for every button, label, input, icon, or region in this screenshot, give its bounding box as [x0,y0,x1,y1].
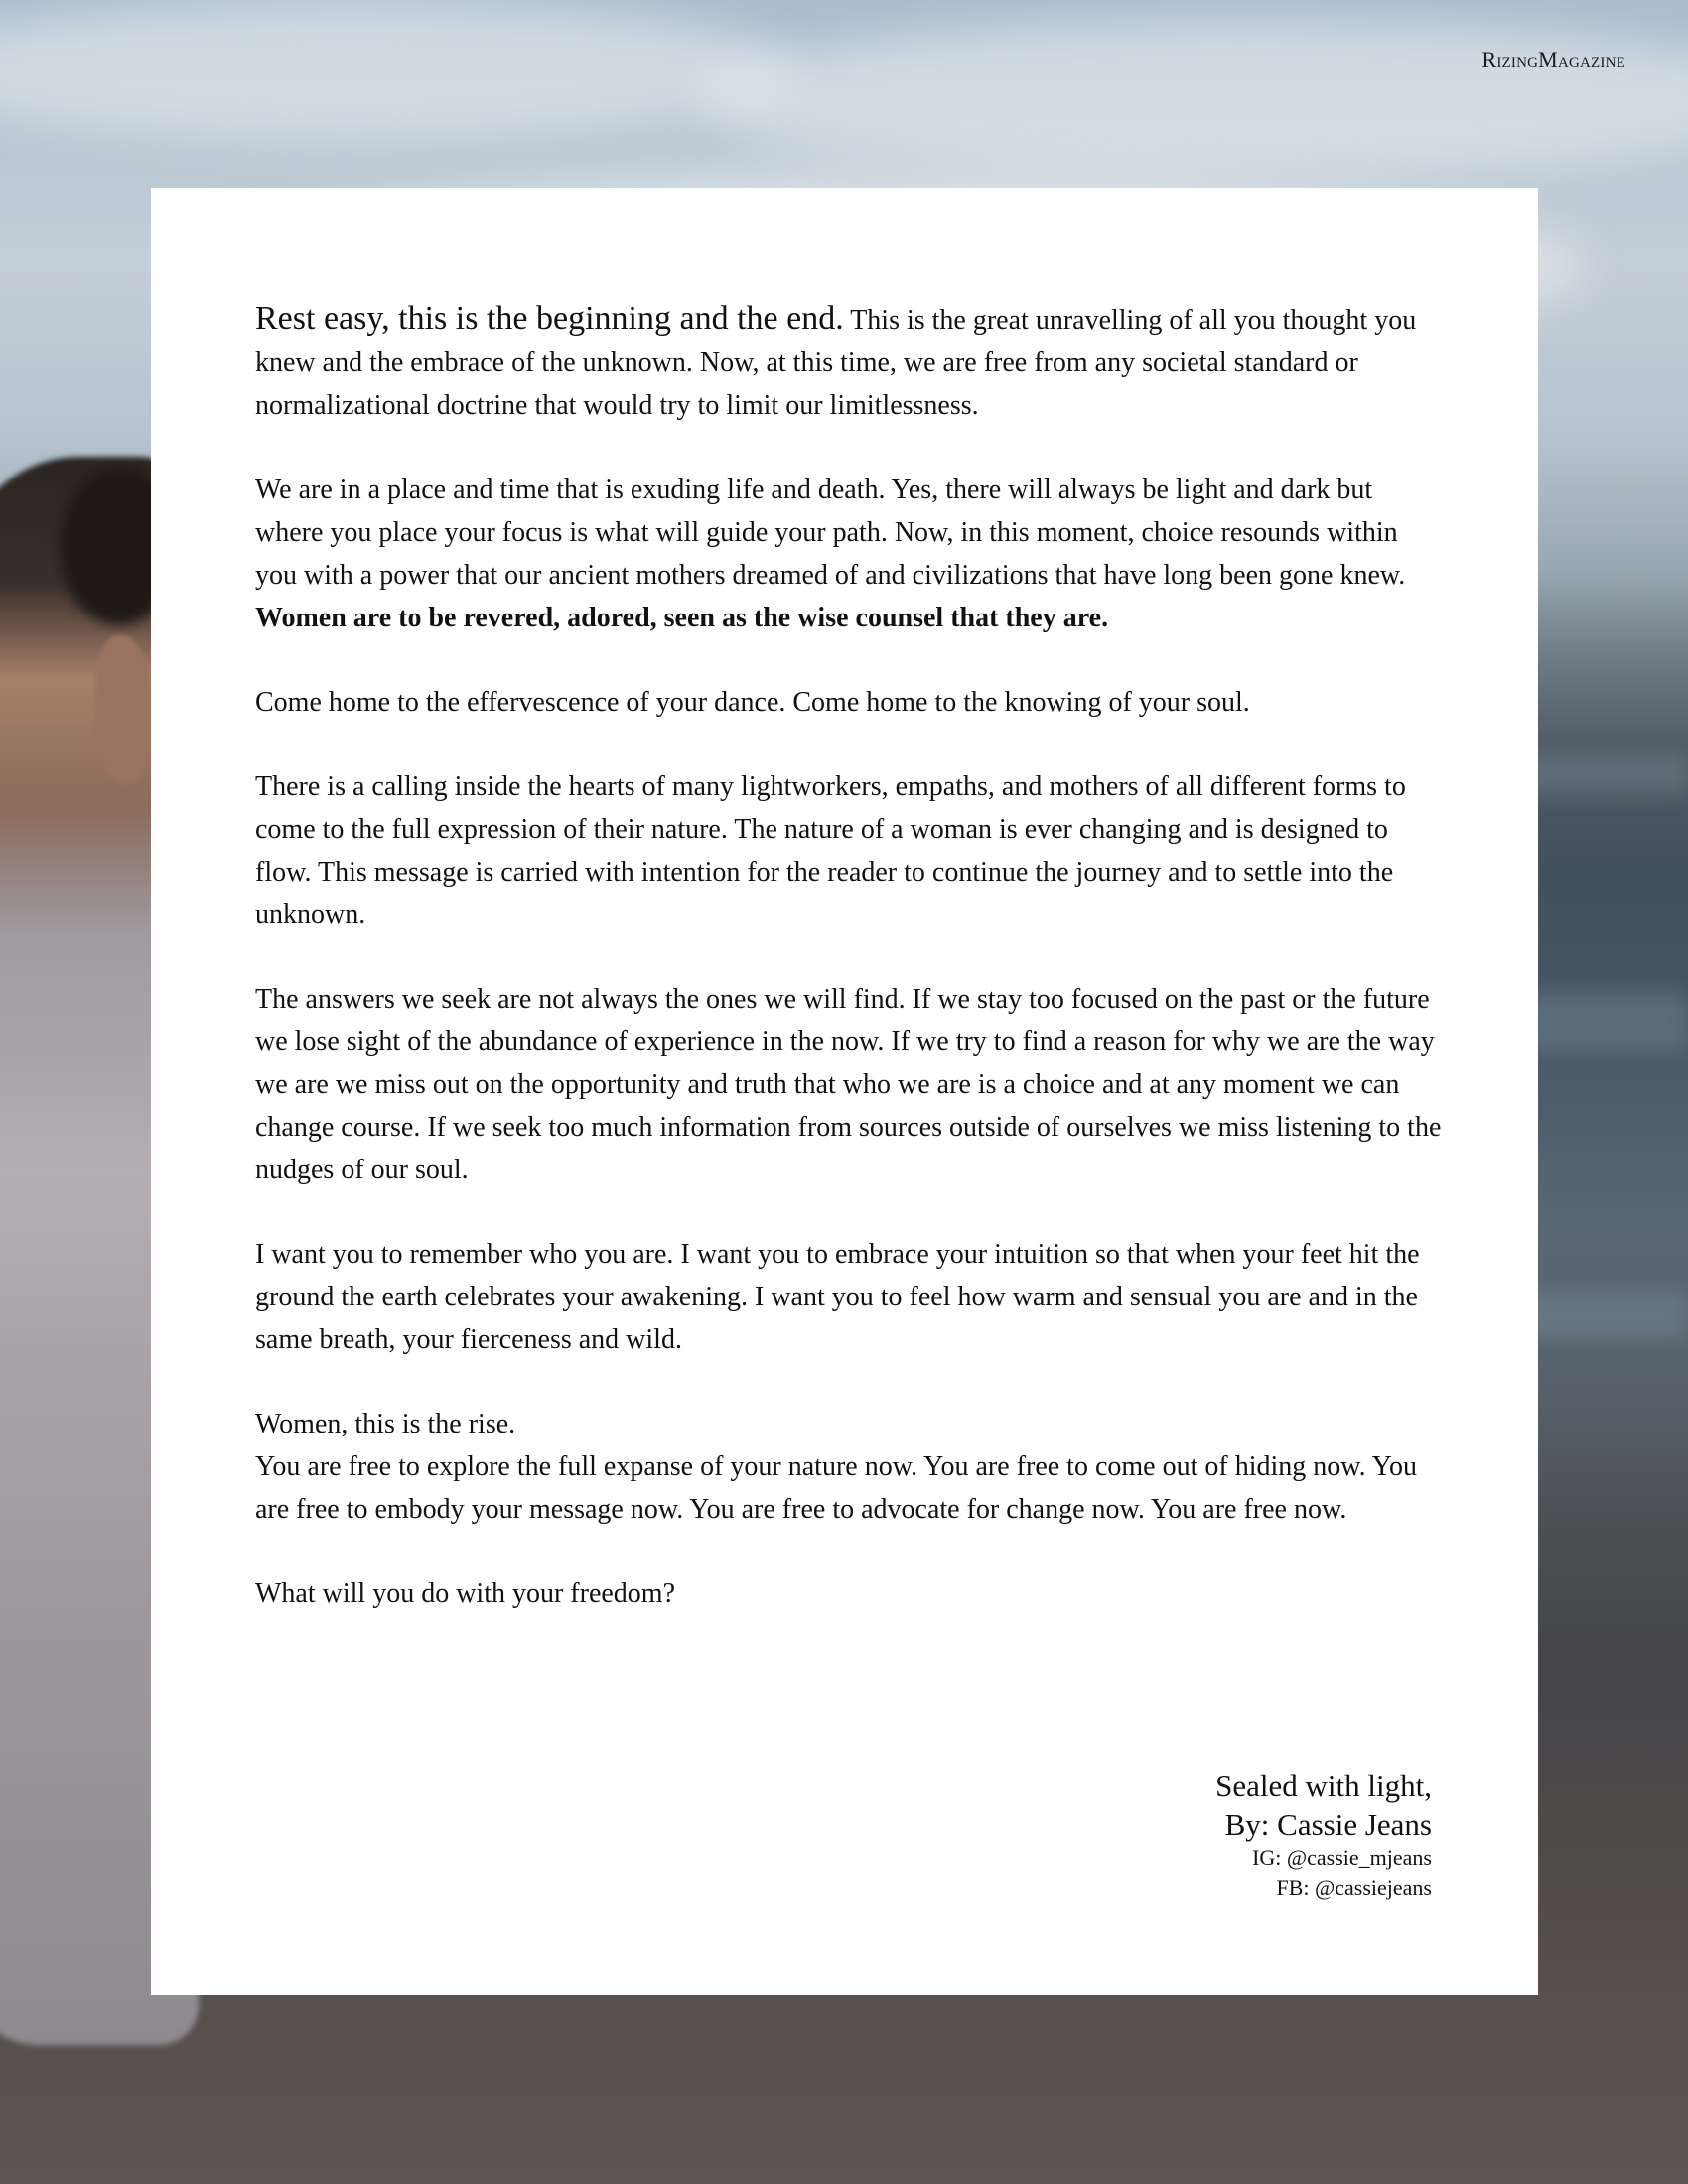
cloud-shape [0,0,794,139]
paragraph-6: I want you to remember who you are. I want you to embrace your intuition so that when your feet hit the ground the earth celebrates your awakening. I want you to feel how warm and sensual you are and in the same breath, your fierceness and wild. [255,1239,1420,1355]
facebook-handle: FB: @cassiejeans [1276,1875,1432,1900]
magazine-brand: RizingMagazine [1481,47,1625,71]
paragraph-4: There is a calling inside the hearts of many lightworkers, empaths, and mothers of all different forms to come to the full expression of their nature. The nature of a woman is ever changing and is designed to flow. This message is carried with intention for the reader to continue the journey and to settle into the unknown. [255,771,1406,930]
paragraph-3: Come home to the effervescence of your dance. Come home to the knowing of your soul. [255,687,1250,718]
paragraph-2-text: We are in a place and time that is exuding life and death. Yes, there will always be light and dark but where you place your focus is what will guide your path. Now, in this moment, choice resounds within you with a power that our ancient mothers dreamed of and civilizations that have long been gone knew. [255,475,1406,591]
paragraph-7: Women, this is the rise. [255,1409,516,1439]
article-card [151,188,1538,1995]
paragraph-1-text: This is the great unravelling of all you thought you knew and the embrace of the unknown. Now, at this time, we are free from any societal standard or normalizational doctrine that would try to limit our limitlessness. [255,305,1417,421]
paragraph-9: What will you do with your freedom? [255,1578,676,1609]
lead-sentence: Rest easy, this is the beginning and the end. [255,300,844,337]
paragraph-2 [255,469,1442,639]
paragraph-1 [255,297,1442,427]
instagram-handle: IG: @cassie_mjeans [1252,1845,1432,1870]
sealed-line: Sealed with light, [1215,1768,1432,1803]
signature-block [1215,1766,1432,1903]
paragraph-2-emphasis: Women are to be revered, adored, seen as the wise counsel that they are. [255,603,1109,633]
paragraph-8: You are free to explore the full expanse of your nature now. You are free to come out of hiding now. You are free to embody your message now. You are free to advocate for change now. You are free now. [255,1451,1418,1525]
author-line: By: Cassie Jeans [1224,1807,1432,1842]
paragraph-5: The answers we seek are not always the ones we will find. If we stay too focused on the past or the future we lose sight of the abundance of experience in the now. If we try to find a reason for why we are the way we are we miss out on the opportunity and truth that who we are is a choice and at any moment we can change course. If we seek too much information from sources outside of ourselves we miss listening to the nudges of our soul. [255,984,1442,1185]
article-body [255,297,1442,1657]
cloud-shape [695,20,1688,179]
